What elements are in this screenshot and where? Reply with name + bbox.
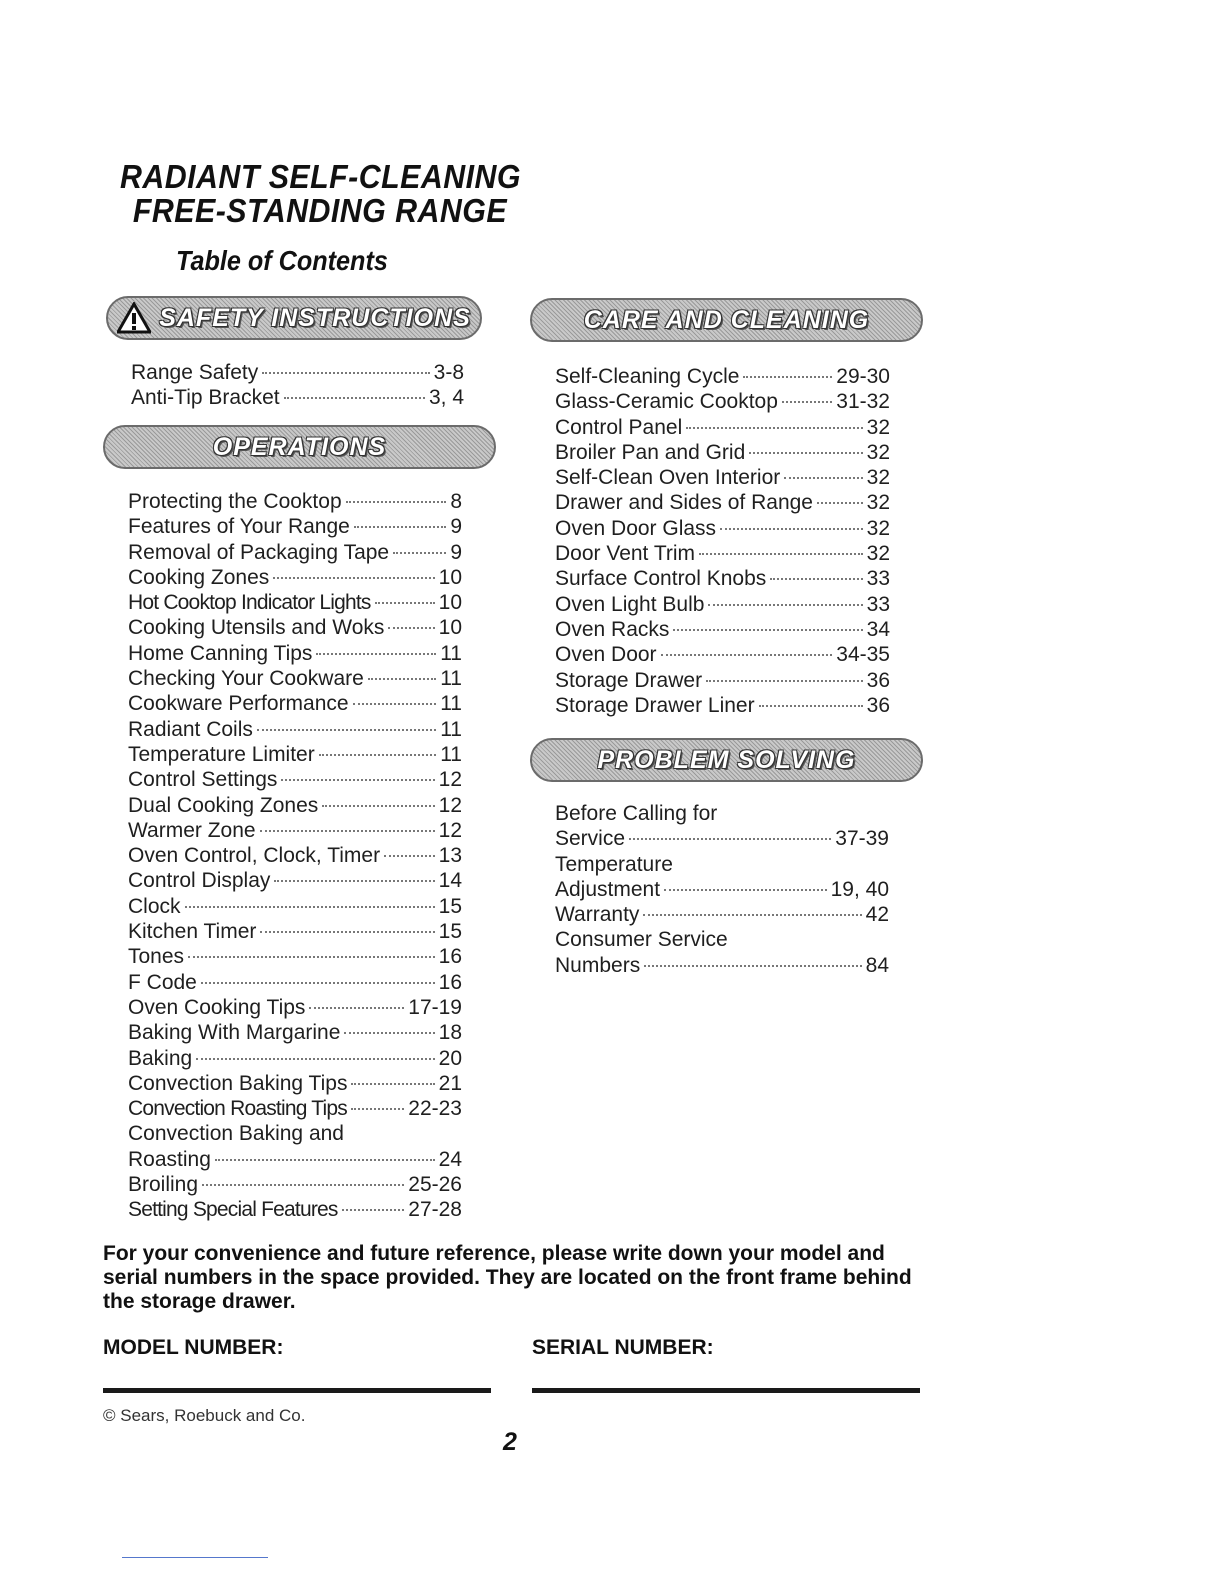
toc-entry-title: Baking With Margarine (128, 1021, 341, 1045)
dot-leader (351, 1083, 434, 1085)
toc-entry-title: Oven Door Glass (555, 516, 717, 540)
toc-entry-title: Storage Drawer (555, 668, 703, 692)
toc-entry (555, 617, 890, 642)
safety-toc-list (131, 360, 464, 411)
toc-entry-title: Dual Cooking Zones (128, 793, 319, 817)
toc-entry (555, 541, 890, 566)
copyright-notice: © Sears, Roebuck and Co. (103, 1406, 306, 1425)
dot-leader (353, 703, 437, 705)
toc-entry-page: 11 (440, 641, 462, 665)
toc-entry (555, 693, 890, 718)
toc-entry-title: Glass-Ceramic Cooktop (555, 390, 778, 414)
toc-entry-page: 17-19 (408, 995, 462, 1019)
toc-entry-page: 32 (866, 415, 890, 439)
toc-entry (128, 540, 462, 565)
toc-entry-title: Roasting (128, 1147, 211, 1171)
toc-entry (128, 995, 462, 1020)
dot-leader (281, 779, 434, 781)
toc-entry-title: Oven Cooking Tips (128, 995, 306, 1019)
toc-entry (555, 902, 889, 927)
toc-entry-title: Oven Light Bulb (555, 592, 705, 616)
dot-leader (643, 914, 861, 916)
section-label-care: CARE AND CLEANING (583, 305, 870, 334)
toc-entry-title-line: Temperature (555, 852, 673, 876)
dot-leader (661, 654, 833, 656)
dot-leader (284, 397, 425, 399)
toc-entry (128, 489, 462, 514)
toc-entry-page: 32 (866, 491, 890, 515)
toc-entry-page: 16 (438, 945, 462, 969)
problem-toc-list (555, 801, 889, 978)
toc-entry (128, 970, 462, 995)
dot-leader (319, 754, 436, 756)
toc-entry-page: 32 (866, 466, 890, 490)
dot-leader (784, 477, 862, 479)
toc-entry (128, 514, 462, 539)
toc-entry-title: Self-Cleaning Cycle (555, 365, 740, 388)
title-line-1: RADIANT SELF-CLEANING (120, 158, 521, 195)
toc-entry-page: 11 (440, 667, 462, 691)
toc-entry (128, 1197, 462, 1222)
dot-leader (202, 1184, 404, 1186)
toc-entry-page: 10 (438, 591, 462, 615)
dot-leader (629, 838, 831, 840)
toc-entry-title: F Code (128, 970, 197, 994)
toc-entry (128, 1020, 462, 1045)
toc-entry (128, 1046, 462, 1071)
toc-entry (128, 742, 462, 767)
toc-entry (555, 566, 890, 591)
toc-entry (555, 668, 890, 693)
toc-entry-title: Removal of Packaging Tape (128, 540, 390, 564)
section-banner-problem (530, 738, 923, 782)
toc-entry-title: Protecting the Cooktop (128, 490, 342, 513)
toc-entry-title: Broiler Pan and Grid (555, 440, 746, 464)
toc-entry-title: Control Settings (128, 768, 278, 792)
toc-entry-page: 18 (438, 1021, 462, 1045)
toc-entry-page: 15 (438, 894, 462, 918)
toc-entry-title: Home Canning Tips (128, 641, 313, 665)
toc-entry-title: Broiling (128, 1173, 199, 1197)
toc-entry-title: Control Display (128, 869, 271, 893)
toc-entry-title: Service (555, 827, 626, 851)
dot-leader (782, 401, 832, 403)
toc-entry-title: Tones (128, 945, 185, 969)
model-number-line (103, 1388, 491, 1393)
section-label-operations: OPERATIONS (212, 432, 387, 461)
dot-leader (354, 526, 446, 528)
dot-leader (706, 680, 863, 682)
toc-entry (128, 944, 462, 969)
dot-leader (273, 577, 434, 579)
serial-number-line (532, 1388, 920, 1393)
toc-entry-page: 9 (450, 515, 462, 539)
document-title (120, 160, 521, 228)
section-label-problem: PROBLEM SOLVING (597, 745, 856, 774)
care-toc-list (555, 364, 890, 718)
toc-entry-page: 9 (450, 540, 462, 564)
toc-entry-page: 12 (438, 793, 462, 817)
toc-entry (128, 843, 462, 868)
toc-entry-page: 33 (866, 592, 890, 616)
toc-entry (128, 1096, 462, 1121)
toc-entry-title: Cooking Zones (128, 565, 270, 589)
dot-leader (699, 553, 863, 555)
toc-entry-page: 32 (866, 542, 890, 566)
toc-entry-page: 20 (438, 1046, 462, 1070)
toc-entry-title: Baking (128, 1046, 193, 1070)
toc-entry (555, 440, 890, 465)
dot-leader (770, 578, 862, 580)
dot-leader (664, 889, 827, 891)
toc-entry-page: 32 (866, 440, 890, 464)
dot-leader (260, 931, 434, 933)
toc-entry (555, 953, 889, 978)
toc-entry-title: Surface Control Knobs (555, 567, 767, 591)
toc-entry (128, 615, 462, 640)
dot-leader (309, 1007, 404, 1009)
toc-entry-title: Oven Racks (555, 617, 670, 641)
toc-entry-title: Radiant Coils (128, 717, 253, 741)
toc-entry-page: 27-28 (408, 1198, 462, 1222)
toc-entry-page: 15 (438, 920, 462, 944)
toc-entry-title: Convection Roasting Tips (128, 1097, 347, 1121)
dot-leader (759, 705, 863, 707)
toc-entry-title: Control Panel (555, 415, 683, 439)
toc-entry-page: 12 (438, 818, 462, 842)
dot-leader (201, 982, 435, 984)
toc-entry (128, 590, 462, 615)
dot-leader (368, 678, 436, 680)
toc-entry-page: 24 (438, 1147, 462, 1171)
toc-entry-page: 36 (866, 693, 890, 717)
dot-leader (322, 805, 434, 807)
toc-entry-page: 29-30 (836, 365, 890, 388)
dot-leader (817, 502, 863, 504)
toc-entry (128, 868, 462, 893)
toc-entry-title: Hot Cooktop Indicator Lights (128, 591, 371, 615)
dot-leader (262, 372, 429, 374)
section-banner-operations (103, 425, 496, 469)
toc-entry (128, 919, 462, 944)
toc-entry (128, 818, 462, 843)
toc-entry-title: Adjustment (555, 877, 661, 901)
toc-entry-title: Storage Drawer Liner (555, 693, 755, 717)
toc-entry-page: 16 (438, 970, 462, 994)
dot-leader (388, 627, 434, 629)
toc-entry-title: Kitchen Timer (128, 920, 257, 944)
toc-entry-page: 32 (866, 516, 890, 540)
toc-entry-title: Numbers (555, 953, 641, 977)
toc-entry-title: Warmer Zone (128, 818, 256, 842)
dot-leader (375, 602, 435, 604)
toc-heading: Table of Contents (176, 245, 388, 276)
toc-entry-page: 11 (440, 742, 462, 766)
dot-leader (188, 956, 435, 958)
dot-leader (316, 653, 436, 655)
toc-entry (128, 666, 462, 691)
toc-entry-page: 10 (438, 616, 462, 640)
toc-entry-page: 33 (866, 567, 890, 591)
dot-leader (344, 1032, 434, 1034)
toc-entry-page: 11 (440, 717, 462, 741)
toc-entry-title: Clock (128, 894, 181, 918)
toc-entry-title-line: Before Calling for (555, 802, 718, 825)
toc-entry (555, 415, 890, 440)
toc-entry (128, 1147, 462, 1172)
dot-leader (708, 604, 862, 606)
toc-entry-title: Setting Special Features (128, 1198, 338, 1222)
toc-entry (128, 1172, 462, 1197)
toc-entry-page: 19, 40 (830, 877, 889, 901)
toc-entry-page: 14 (438, 869, 462, 893)
dot-leader (644, 965, 861, 967)
registration-note: For your convenience and future reference, please write down your model and serial numbers in the space provided. They are located on the front frame behind the storage drawer. (103, 1242, 912, 1313)
warning-icon (117, 302, 151, 334)
toc-entry-page: 8 (450, 490, 462, 513)
toc-entry-title: Warranty (555, 903, 640, 927)
toc-entry-title: Drawer and Sides of Range (555, 491, 813, 515)
toc-entry-title: Oven Door (555, 643, 657, 667)
toc-entry-title-line: Convection Baking and (128, 1122, 344, 1146)
toc-entry-page: 3-8 (433, 361, 464, 384)
toc-entry (128, 717, 462, 742)
toc-entry-title: Cooking Utensils and Woks (128, 616, 385, 640)
toc-entry (128, 793, 462, 818)
dot-leader (720, 528, 863, 530)
toc-entry-title: Temperature Limiter (128, 742, 315, 766)
toc-entry (128, 1071, 462, 1096)
toc-entry (131, 360, 464, 385)
toc-entry-page: 37-39 (835, 827, 889, 851)
title-line-2: FREE-STANDING RANGE (132, 192, 508, 229)
toc-entry-page: 31-32 (836, 390, 890, 414)
toc-entry-page: 13 (438, 844, 462, 868)
serial-number-label: SERIAL NUMBER: (532, 1336, 714, 1359)
toc-entry-page: 12 (438, 768, 462, 792)
section-banner-care (530, 298, 923, 342)
dot-leader (257, 729, 436, 731)
toc-entry-page: 25-26 (408, 1173, 462, 1197)
toc-entry-title: Anti-Tip Bracket (131, 386, 280, 410)
dot-leader (351, 1108, 404, 1110)
scan-edge-line (122, 1557, 268, 1558)
dot-leader (686, 427, 862, 429)
toc-entry (555, 592, 890, 617)
dot-leader (196, 1058, 434, 1060)
toc-entry-page: 36 (866, 668, 890, 692)
toc-entry (555, 877, 889, 902)
toc-entry (128, 691, 462, 716)
dot-leader (260, 830, 435, 832)
toc-entry-title: Oven Control, Clock, Timer (128, 844, 381, 868)
toc-entry (555, 490, 890, 515)
toc-entry-page: 22-23 (408, 1097, 462, 1121)
toc-entry-page: 34 (866, 617, 890, 641)
toc-entry (555, 642, 890, 667)
toc-entry-title-line: Consumer Service (555, 928, 728, 952)
toc-entry (128, 767, 462, 792)
dot-leader (749, 452, 862, 454)
toc-entry (131, 385, 464, 410)
toc-entry (128, 894, 462, 919)
toc-entry (555, 389, 890, 414)
dot-leader (384, 855, 435, 857)
toc-entry-title: Features of Your Range (128, 515, 350, 539)
toc-entry-page: 34-35 (836, 643, 890, 667)
dot-leader (393, 552, 446, 554)
dot-leader (215, 1159, 435, 1161)
section-label-safety: SAFETY INSTRUCTIONS (159, 303, 471, 332)
model-number-label: MODEL NUMBER: (103, 1336, 284, 1359)
toc-entry-title: Range Safety (131, 361, 259, 384)
toc-entry-page: 84 (865, 953, 889, 977)
dot-leader (185, 906, 435, 908)
dot-leader (342, 1209, 405, 1211)
dot-leader (274, 880, 434, 882)
toc-entry (128, 641, 462, 666)
toc-entry (555, 465, 890, 490)
toc-entry-page: 21 (438, 1071, 462, 1095)
page-number: 2 (503, 1428, 517, 1456)
toc-entry-title: Self-Clean Oven Interior (555, 466, 781, 490)
toc-entry-title: Checking Your Cookware (128, 667, 364, 691)
section-banner-safety (106, 296, 482, 340)
toc-entry-title: Cookware Performance (128, 692, 349, 716)
toc-entry-page: 3, 4 (428, 386, 464, 410)
dot-leader (743, 376, 832, 378)
toc-entry (555, 516, 890, 541)
toc-entry-page: 42 (865, 903, 889, 927)
toc-entry (555, 826, 889, 851)
toc-entry-title: Door Vent Trim (555, 542, 696, 566)
toc-entry-title: Convection Baking Tips (128, 1071, 348, 1095)
toc-entry-page: 11 (440, 692, 462, 716)
toc-entry-page: 10 (438, 565, 462, 589)
toc-entry (128, 565, 462, 590)
dot-leader (346, 501, 447, 503)
toc-entry (555, 364, 890, 389)
dot-leader (673, 629, 862, 631)
operations-toc-list (128, 489, 462, 1223)
